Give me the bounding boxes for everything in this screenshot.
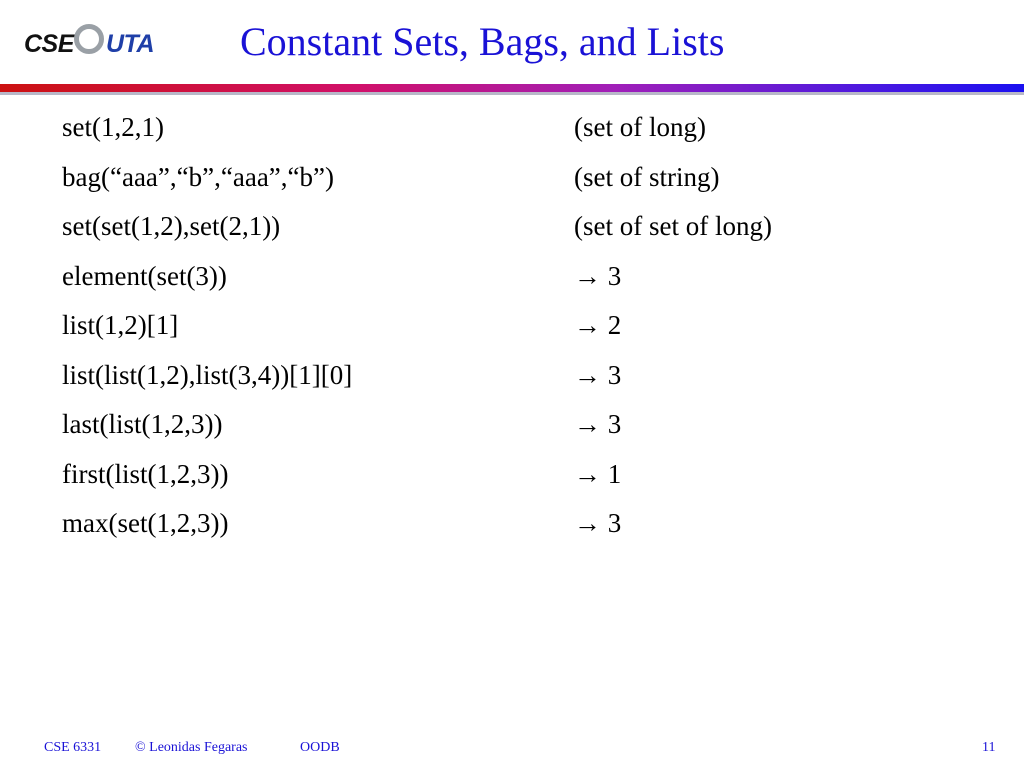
logo-uta-text: UTA: [106, 30, 155, 58]
row-expression: element(set(3)): [62, 260, 227, 291]
row-result: (set of long): [574, 112, 706, 142]
row-expression: max(set(1,2,3)): [62, 508, 229, 538]
table-row: [0, 405, 1024, 455]
footer-course: CSE 6331: [44, 740, 102, 755]
footer-topic: OODB: [300, 740, 340, 755]
row-result: → 1: [574, 458, 622, 489]
row-result: → 3: [574, 409, 622, 439]
logo-ring-icon: [74, 24, 104, 54]
table-row: [0, 455, 1024, 505]
row-expression: set(1,2,1): [62, 112, 164, 142]
cse-uta-logo: [22, 22, 162, 68]
row-result: → 3: [574, 359, 622, 390]
row-result: → 3: [574, 260, 622, 291]
table-row: [0, 207, 1024, 257]
row-expression: list(1,2)[1]: [62, 310, 179, 340]
row-expression: last(list(1,2,3)): [62, 409, 223, 439]
expression-table: [0, 108, 1024, 554]
title-divider-shadow: [0, 92, 1024, 95]
row-result: → 3: [574, 508, 622, 538]
row-result: (set of string): [574, 161, 720, 192]
table-row: [0, 306, 1024, 356]
row-result: → 2: [574, 310, 622, 340]
row-expression: bag(“aaa”,“b”,“aaa”,“b”): [62, 161, 334, 192]
table-row: [0, 504, 1024, 554]
footer-page-number: 11: [982, 740, 996, 755]
table-row: [0, 158, 1024, 208]
table-row: [0, 257, 1024, 307]
title-divider: [0, 84, 1024, 92]
footer-author: © Leonidas Fegaras: [135, 740, 248, 755]
table-row: [0, 108, 1024, 158]
table-row: [0, 356, 1024, 406]
row-result: (set of set of long): [574, 211, 772, 241]
row-expression: list(list(1,2),list(3,4))[1][0]: [62, 359, 353, 390]
slide-title: Constant Sets, Bags, and Lists: [240, 19, 725, 64]
logo-cse-text: CSE: [24, 30, 74, 58]
row-expression: first(list(1,2,3)): [62, 458, 229, 489]
row-expression: set(set(1,2),set(2,1)): [62, 211, 281, 241]
